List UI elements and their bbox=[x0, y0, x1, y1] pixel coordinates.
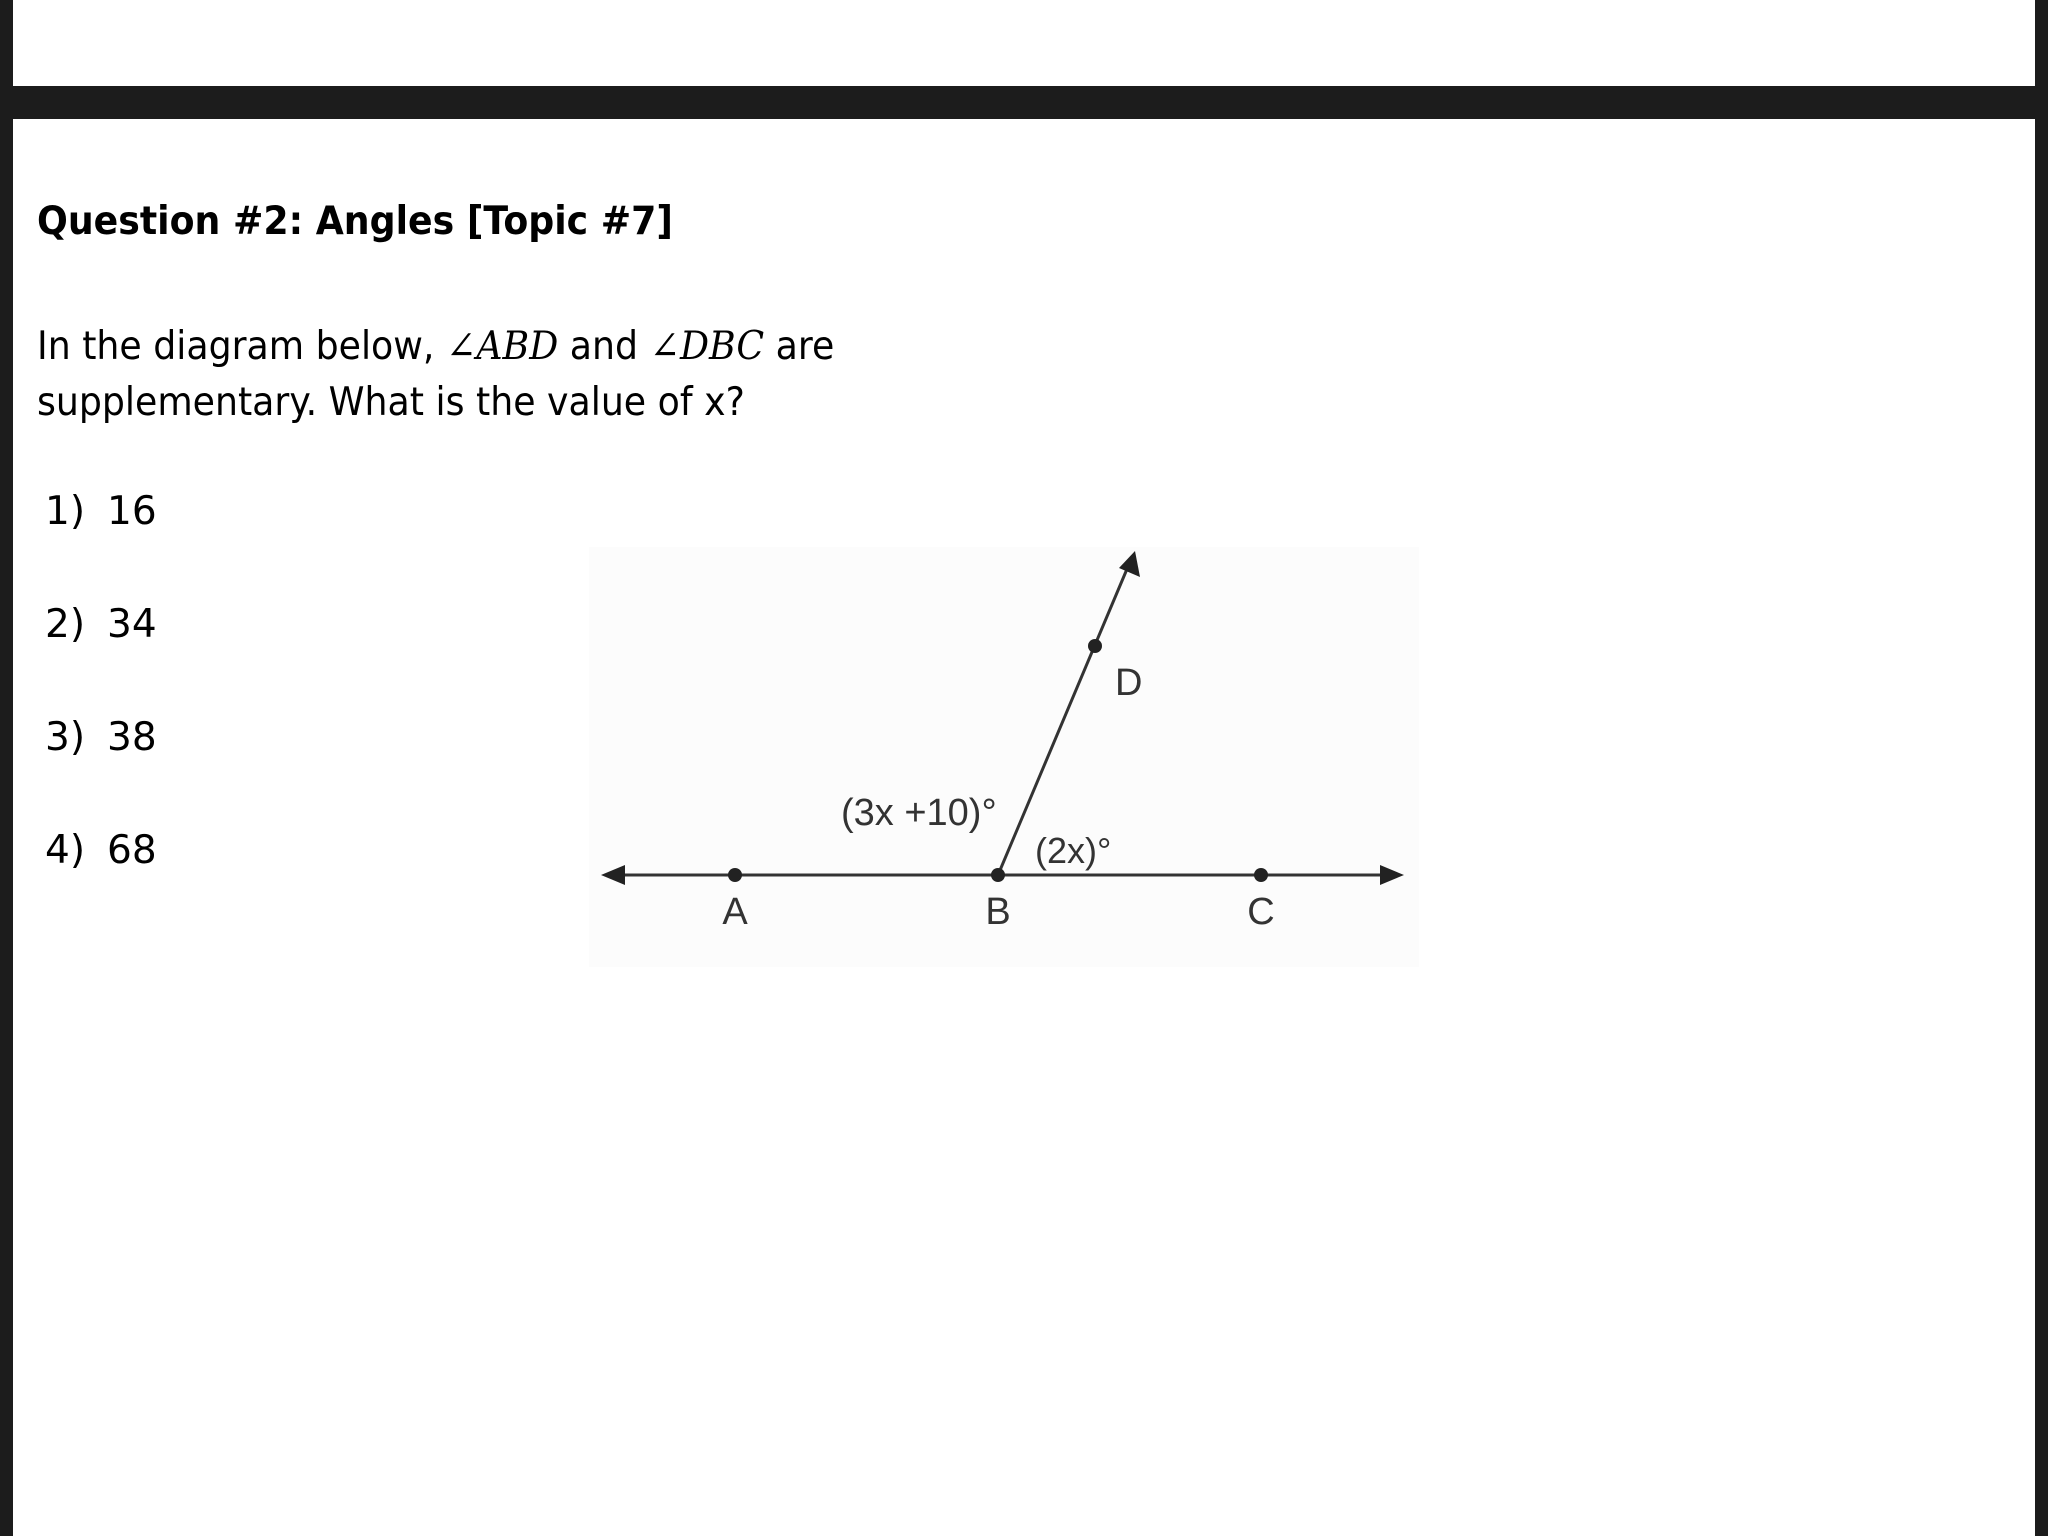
angle-diagram bbox=[589, 547, 1419, 967]
answer-choice bbox=[45, 602, 157, 715]
choice-value: 16 bbox=[107, 489, 157, 534]
point-d bbox=[1088, 639, 1102, 653]
previous-page-area bbox=[13, 0, 2035, 86]
point-label-d: D bbox=[1115, 662, 1143, 704]
left-arrowhead bbox=[601, 865, 625, 885]
point-label-c: C bbox=[1247, 891, 1275, 933]
right-arrowhead bbox=[1380, 865, 1404, 885]
question-text-part: In the diagram below, bbox=[37, 324, 446, 369]
answer-choice bbox=[45, 715, 157, 828]
answer-choices bbox=[45, 489, 157, 941]
point-c bbox=[1254, 868, 1268, 882]
document-page bbox=[13, 119, 2035, 1536]
point-a bbox=[728, 868, 742, 882]
choice-value: 34 bbox=[107, 602, 157, 647]
angle-label-abd: (3x +10)° bbox=[841, 792, 997, 834]
choice-number: 3) bbox=[45, 715, 86, 760]
question-text bbox=[37, 319, 874, 431]
angle-label-dbc: (2x)° bbox=[1035, 830, 1112, 871]
choice-number: 2) bbox=[45, 602, 86, 647]
question-title: Question #2: Angles [Topic #7] bbox=[37, 199, 673, 244]
answer-choice bbox=[45, 828, 157, 941]
question-text-part: and bbox=[558, 324, 650, 369]
choice-number: 1) bbox=[45, 489, 86, 534]
choice-value: 68 bbox=[107, 828, 157, 873]
choice-number: 4) bbox=[45, 828, 86, 873]
angle-abd-symbol: ∠ABD bbox=[445, 324, 559, 369]
choice-value: 38 bbox=[107, 715, 157, 760]
question-text-part: are supplementary. What is the value of x? bbox=[37, 324, 835, 425]
ray-arrowhead bbox=[1119, 551, 1140, 577]
point-label-a: A bbox=[722, 891, 748, 933]
answer-choice bbox=[45, 489, 157, 602]
angle-dbc-symbol: ∠DBC bbox=[649, 324, 765, 369]
point-label-b: B bbox=[985, 891, 1011, 933]
point-b bbox=[991, 868, 1005, 882]
